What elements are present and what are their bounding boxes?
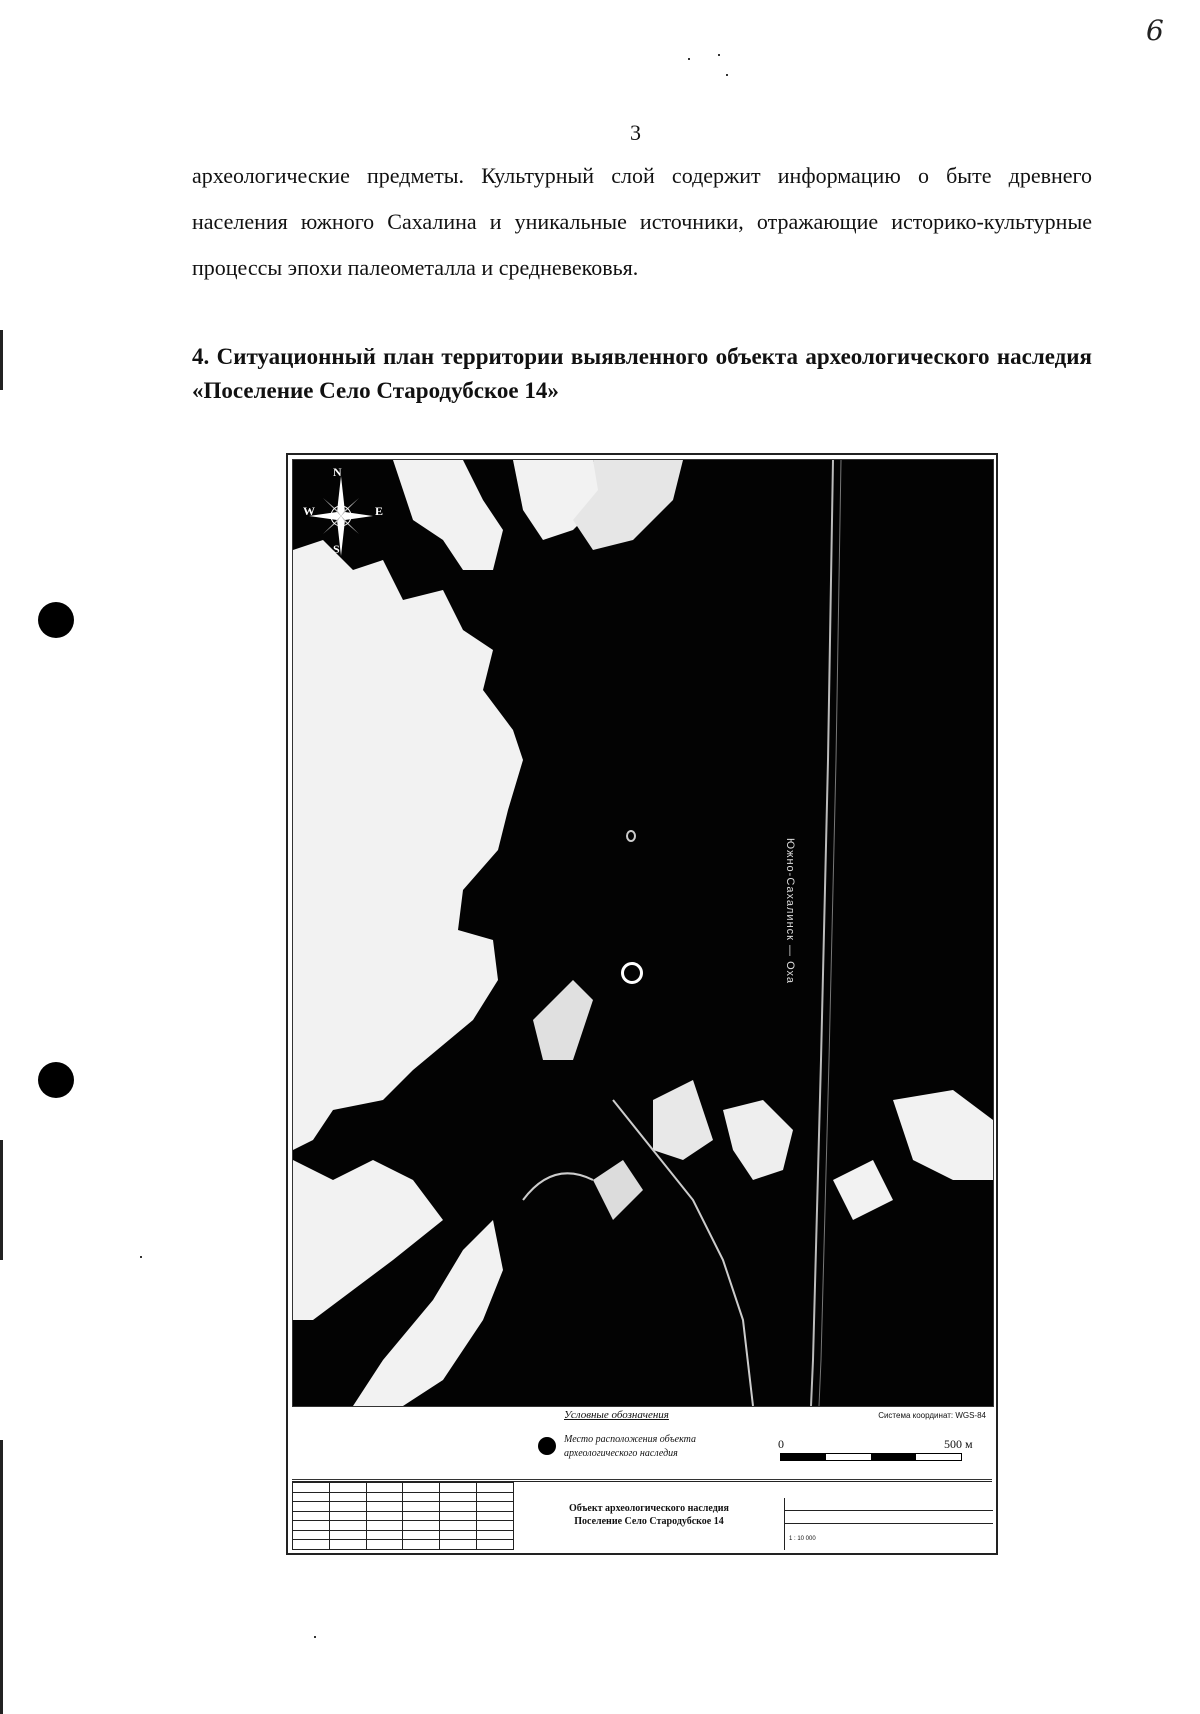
light-area xyxy=(533,980,593,1060)
section-heading: 4. Ситуационный план территории выявленного объекта археологического наследия «Поселение Село Стародубское 14» xyxy=(192,344,1092,403)
secondary-marker xyxy=(626,830,636,842)
binding-line xyxy=(0,330,3,390)
sheet-number: 6 xyxy=(1146,14,1164,47)
title-block-right xyxy=(784,1498,993,1550)
scan-speck xyxy=(718,54,720,56)
title-block-row xyxy=(785,1498,993,1511)
binding-line xyxy=(0,1440,3,1714)
map-terrain xyxy=(293,460,993,1406)
drawing-title xyxy=(514,1502,784,1528)
page-number: 3 xyxy=(630,120,641,145)
compass-e: E xyxy=(375,504,384,518)
coordinate-system-note: Система координат: WGS-84 xyxy=(878,1411,986,1420)
title-block-row xyxy=(785,1511,993,1524)
scan-speck xyxy=(140,1256,142,1258)
road-label: Южно-Сахалинск — Оха xyxy=(784,838,796,984)
shore-line xyxy=(523,1173,593,1200)
satellite-map xyxy=(292,459,994,1407)
drawing-title-block xyxy=(292,1481,992,1550)
light-area xyxy=(393,460,503,570)
light-area xyxy=(653,1080,713,1160)
site-symbol-icon xyxy=(538,1437,556,1455)
light-area xyxy=(293,540,523,1150)
punch-hole xyxy=(38,602,74,638)
legend-title: Условные обозначения xyxy=(564,1409,669,1421)
drawing-title-line2: Поселение Село Стародубское 14 xyxy=(574,1516,724,1527)
compass-s: S xyxy=(333,542,340,556)
situational-plan-figure xyxy=(286,453,998,1555)
map-legend xyxy=(292,1407,992,1480)
light-area xyxy=(723,1100,793,1180)
scale-start-label: 0 xyxy=(778,1437,784,1451)
light-area xyxy=(893,1090,993,1180)
compass-w: W xyxy=(303,504,315,518)
site-location-marker xyxy=(621,962,643,984)
scan-speck xyxy=(726,74,728,76)
scale-note: 1 : 10 000 xyxy=(789,1536,816,1542)
scan-speck xyxy=(314,1636,316,1638)
compass-rose xyxy=(303,465,384,564)
punch-hole xyxy=(38,1062,74,1098)
drawing-title-line1: Объект археологического наследия xyxy=(569,1503,729,1514)
road-line xyxy=(811,460,833,1406)
scale-end-label: 500 м xyxy=(944,1437,973,1451)
scale-bar xyxy=(780,1453,962,1461)
legend-item-text: Место расположения объекта археологического наследия xyxy=(564,1434,696,1459)
compass-n: N xyxy=(333,465,342,479)
signature-table xyxy=(292,1482,514,1550)
binding-line xyxy=(0,1140,3,1260)
light-area xyxy=(833,1160,893,1220)
light-area xyxy=(593,1160,643,1220)
body-paragraph: археологические предметы. Культурный слой содержит информацию о быте древнего населения южного Сахалина и уникальные источники, отражающие историко-культурные процессы эпохи палеометалла и средневековья. xyxy=(192,163,1092,280)
scan-speck xyxy=(688,58,690,60)
light-area xyxy=(293,1160,443,1320)
